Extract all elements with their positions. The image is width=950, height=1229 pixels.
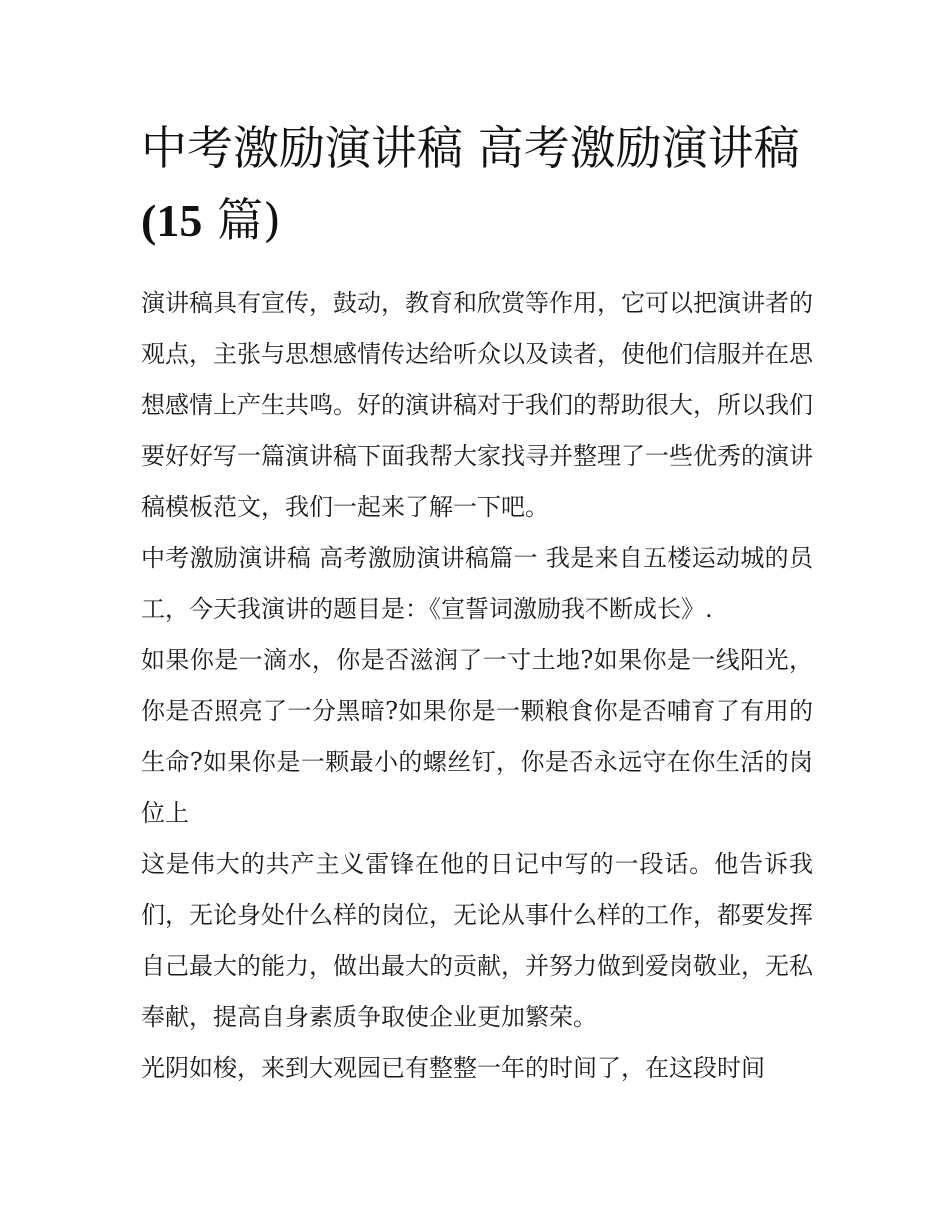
paragraph-time: 光阴如梭，来到大观园已有整整一年的时间了，在这段时间 [141,1054,765,1082]
title-text: 中考激励演讲稿 高考激励演讲稿 [141,121,800,175]
paragraph-lei-feng: 这是伟大的共产主义雷锋在他的日记中写的一段话。他告诉我们，无论身处什么样的岗位，无论从事什么样的工作，都要发挥自己最大的能力，做出最大的贡献，并努力做到爱岗敬业，无私奉献，提高自身素质争取使企业更加繁荣。 [141,850,813,1031]
paragraph-intro: 演讲稿具有宣传，鼓动，教育和欣赏等作用，它可以把演讲者的观点，主张与思想感情传达给听众以及读者，使他们信服并在思想感情上产生共鸣。好的演讲稿对于我们的帮助很大，所以我们要好好写一篇演讲稿下面我帮大家找寻并整理了一些优秀的演讲稿模板范文，我们一起来了解一下吧。 [141,289,813,521]
title-count: (15 [141,195,203,246]
document-body [141,278,813,1094]
paragraph-speech-one-intro: 中考激励演讲稿 高考激励演讲稿篇一 我是来自五楼运动城的员工，今天我演讲的题目是：《宣誓词激励我不断成长》. [141,544,813,623]
paragraph-questions: 如果你是一滴水，你是否滋润了一寸土地?如果你是一线阳光，你是否照亮了一分黑暗?如果你是一颗粮食你是否哺育了有用的生命?如果你是一颗最小的螺丝钉，你是否永远守在你生活的岗位上 [141,646,813,827]
title-count-unit: 篇) [202,193,281,247]
document-title [141,112,821,257]
